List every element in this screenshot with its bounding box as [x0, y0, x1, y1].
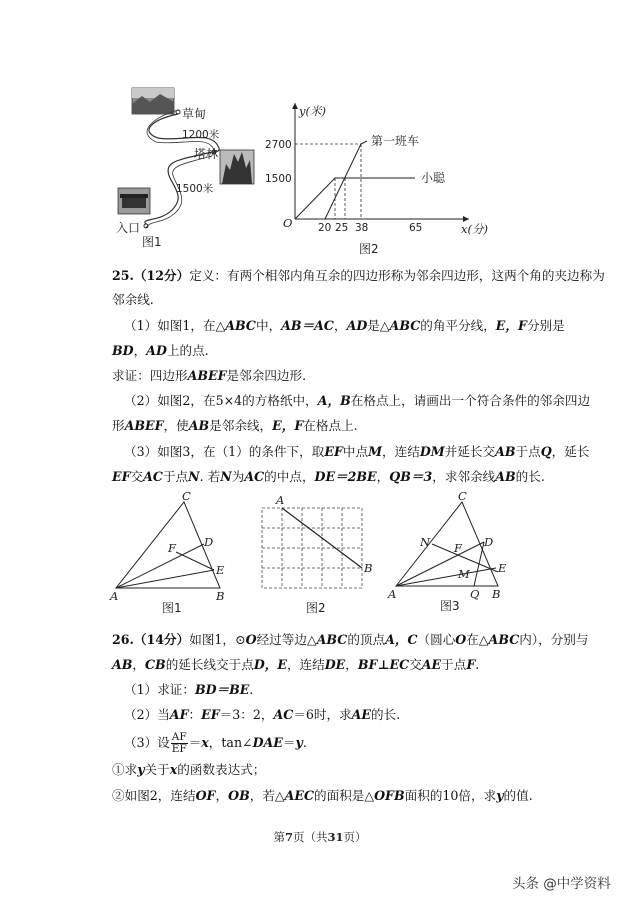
text: 经过等边△: [256, 632, 317, 647]
text: 如图1，⊙: [189, 632, 246, 647]
x-axis-label: x(分): [461, 222, 488, 236]
var: OF: [195, 788, 216, 803]
q25-part2: [124, 393, 640, 409]
var: E，F: [272, 418, 304, 433]
var: AB: [112, 657, 133, 672]
fig3-label-q: Q: [470, 587, 480, 601]
text: （2）如图2，在5×4的方格纸中，: [124, 393, 318, 408]
series-bus-label: 第一班车: [371, 134, 420, 148]
text: 中，: [255, 318, 282, 333]
text: ，: [132, 657, 146, 672]
q25-part3-cont: [112, 469, 640, 485]
q25-figure-2-grid: [256, 493, 386, 618]
var: QB＝3: [389, 469, 433, 484]
var: BF⊥EC: [357, 657, 410, 672]
text: 中点: [342, 444, 369, 459]
text: （3）如图3，在（1）的条件下，取: [124, 444, 325, 459]
text: 的长.: [371, 707, 401, 722]
series-person-line: [295, 178, 415, 219]
q25-figure-1: [108, 489, 238, 617]
text: 第: [273, 830, 285, 844]
var: DE＝2BE: [314, 469, 377, 484]
map-figure: [110, 80, 260, 250]
text: （1）如图1，在△: [124, 318, 226, 333]
text: ，: [345, 657, 358, 672]
var: OFB: [374, 788, 405, 803]
fig1-label-d: D: [204, 535, 214, 549]
var: A，C: [385, 632, 418, 647]
var: O: [455, 632, 467, 647]
var: x: [201, 735, 209, 750]
var: AE: [421, 657, 442, 672]
q26-sub2: [112, 788, 640, 804]
var: O: [245, 632, 257, 647]
var: AD: [346, 318, 368, 333]
x-tick-25: 25: [335, 222, 349, 234]
q25-part1: [124, 318, 640, 334]
text: 的中点，: [264, 469, 315, 484]
var: M: [368, 444, 383, 459]
q25-prove: [112, 368, 640, 384]
var: N: [220, 469, 232, 484]
text: ：: [188, 707, 202, 722]
text: 在△: [466, 632, 489, 647]
graph-caption: 图2: [359, 242, 379, 256]
map-caption: 图1: [142, 235, 162, 249]
q26-part1: [124, 682, 640, 698]
var: AC: [244, 469, 265, 484]
q26-score: （14分）: [133, 632, 190, 647]
text: 的面积是△: [314, 788, 375, 803]
text: 在格点上.: [303, 418, 358, 433]
q25-part1-cont: [112, 343, 640, 359]
text: 内），分别与: [519, 632, 589, 647]
text: ＝: [282, 735, 296, 750]
q25-part2-cont: [112, 418, 640, 434]
text: （2）当: [124, 707, 170, 722]
meadow-photo: [132, 88, 174, 114]
watermark: 头条 @中学资料: [512, 876, 611, 892]
var: AB＝AC: [281, 318, 334, 333]
fig3-label-f: F: [454, 541, 462, 555]
text: 并延长交: [444, 444, 496, 459]
text: 在格点上，请画出一个符合条件的邻余四边: [350, 393, 591, 408]
text: 为: [231, 469, 245, 484]
text: 的角平分线，: [420, 318, 496, 333]
fig3-caption: 图3: [440, 599, 460, 613]
series-bus-line: [325, 144, 361, 219]
y-axis-label: y(米): [299, 104, 326, 118]
entrance-photo: [118, 188, 150, 214]
text: 于点: [441, 657, 467, 672]
forest-photo: [220, 150, 254, 184]
fig3-label-d: D: [484, 535, 494, 549]
text: 交: [409, 657, 422, 672]
var: Q: [540, 444, 552, 459]
text: 是△: [367, 318, 390, 333]
var: ABC: [488, 632, 520, 647]
fig3-label-m: M: [458, 567, 470, 581]
q25-number: 25.: [112, 268, 134, 283]
text: ，: [133, 343, 147, 358]
text: 的延长线交于点: [165, 657, 254, 672]
text: ＝3：2，: [219, 707, 274, 722]
var: AB: [495, 444, 516, 459]
var: EF: [112, 469, 131, 484]
q26-part3: [124, 730, 640, 756]
label-meadow: 草甸: [182, 107, 207, 121]
var: A，B: [317, 393, 351, 408]
var: OB: [228, 788, 250, 803]
q25-intro: [112, 268, 640, 284]
var: AB: [495, 469, 516, 484]
var: AD: [146, 343, 167, 358]
var: ABC: [316, 632, 348, 647]
var: DM: [419, 444, 445, 459]
text: ，延长: [551, 444, 590, 459]
var: AE: [351, 707, 372, 722]
var: AC: [143, 469, 163, 484]
text: ②如图2，连结: [112, 788, 196, 803]
var: AF: [169, 707, 189, 722]
text: .: [302, 735, 307, 750]
text: （1）求证：: [124, 682, 195, 697]
label-entrance: 入口: [116, 221, 141, 235]
var: DE: [324, 657, 346, 672]
var: y: [496, 788, 504, 803]
fig1-caption: 图1: [162, 601, 182, 615]
text: 面积的10倍，求: [404, 788, 497, 803]
text: 是邻余线，: [209, 418, 273, 433]
var: AC: [273, 707, 294, 722]
fig1-label-c: C: [182, 489, 191, 503]
var: BD: [112, 343, 134, 358]
label-dist-1500: 1500米: [176, 183, 214, 195]
var: ABC: [389, 318, 421, 333]
var: x: [169, 762, 178, 777]
fig1-label-b: B: [216, 589, 225, 603]
var: N: [188, 469, 200, 484]
text: ①求: [112, 762, 138, 777]
q26-sub1: [112, 762, 640, 778]
text: ，若△: [249, 788, 285, 803]
page-footer: [0, 829, 640, 845]
text: ，: [215, 788, 229, 803]
label-forest: 塔林: [194, 147, 219, 161]
var: ABC: [225, 318, 256, 333]
var: ABEF: [187, 368, 227, 383]
x-tick-38: 38: [355, 222, 369, 234]
fig3-label-c: C: [458, 489, 467, 503]
q25-part3: [124, 444, 640, 460]
fig1-label-e: E: [216, 563, 225, 577]
var: CB: [145, 657, 166, 672]
fraction-numerator: AF: [171, 731, 187, 743]
q25-intro-cont: [112, 292, 640, 308]
text: ，连结: [382, 444, 420, 459]
text: ＝6时，求: [293, 707, 352, 722]
total-pages: 31: [327, 830, 344, 844]
text: 求证：四边形: [112, 368, 188, 383]
var: DAE: [252, 735, 283, 750]
q25-score: （12分）: [133, 268, 190, 283]
text: ，求邻余线: [432, 469, 496, 484]
var: D，E: [253, 657, 287, 672]
q26-number: 26.: [112, 632, 134, 647]
text: 关于: [144, 762, 170, 777]
series-person-label: 小聪: [421, 171, 446, 185]
var: EF: [201, 707, 220, 722]
distance-time-graph: [255, 95, 495, 260]
text: 分别是: [526, 318, 565, 333]
text: ，: [333, 318, 347, 333]
text: ＝: [188, 735, 202, 750]
var: F: [466, 657, 476, 672]
fig3-label-e: E: [498, 561, 507, 575]
text: （圆心: [417, 632, 456, 647]
var: y: [137, 762, 145, 777]
fig3-label-a: A: [388, 587, 397, 601]
fig3-label-b: B: [492, 587, 501, 601]
x-tick-20: 20: [318, 222, 332, 234]
text: 页）: [343, 830, 367, 844]
text: 的长.: [515, 469, 545, 484]
fig1-label-f: F: [168, 541, 176, 555]
text: ，: [376, 469, 390, 484]
text: .: [475, 657, 480, 672]
text: ，tan∠: [208, 735, 253, 750]
text: 形: [112, 418, 125, 433]
text: 上的点.: [166, 343, 209, 358]
fig2-label-b: B: [364, 561, 373, 575]
text: 于点: [162, 469, 189, 484]
var: EF: [324, 444, 343, 459]
text: ，使: [163, 418, 189, 433]
text: 于点: [515, 444, 541, 459]
var: E，F: [495, 318, 527, 333]
q25-definition-cont: 邻余线.: [112, 292, 154, 307]
fig3-label-n: N: [420, 535, 431, 549]
fig2-label-a: A: [276, 493, 285, 507]
y-tick-2700: 2700: [265, 139, 292, 151]
q26-intro-cont: [112, 657, 640, 673]
text: 是邻余四边形.: [226, 368, 307, 383]
text: 的顶点: [347, 632, 386, 647]
text: ，连结: [286, 657, 325, 672]
fraction-denominator: EF: [171, 743, 187, 755]
fig1-label-a: A: [110, 589, 119, 603]
label-dist-1200: 1200米: [182, 129, 220, 141]
text: 的函数表达式；: [177, 762, 266, 777]
text: .: [249, 682, 254, 697]
var: y: [295, 735, 303, 750]
text: （3）设: [124, 735, 170, 750]
origin-label: O: [283, 216, 293, 230]
q26-part2: [124, 707, 640, 723]
var: ABEF: [124, 418, 164, 433]
q25-definition: 定义：有两个相邻内角互余的四边形称为邻余四边形，这两个角的夹边称为: [189, 268, 605, 283]
var: AEC: [284, 788, 314, 803]
fraction-af-over-ef: [171, 732, 188, 755]
q26-intro: [112, 632, 640, 648]
y-tick-1500: 1500: [265, 173, 292, 185]
x-tick-65: 65: [409, 222, 423, 234]
text: 页（共: [293, 830, 328, 844]
var: AB: [188, 418, 210, 433]
text: 交: [130, 469, 144, 484]
var: BD＝BE: [194, 682, 250, 697]
q25-figure-3: [386, 489, 516, 617]
fig2-caption: 图2: [306, 601, 326, 615]
text: . 若: [199, 469, 221, 484]
text: 的值.: [503, 788, 533, 803]
page-number: 7: [284, 830, 293, 844]
